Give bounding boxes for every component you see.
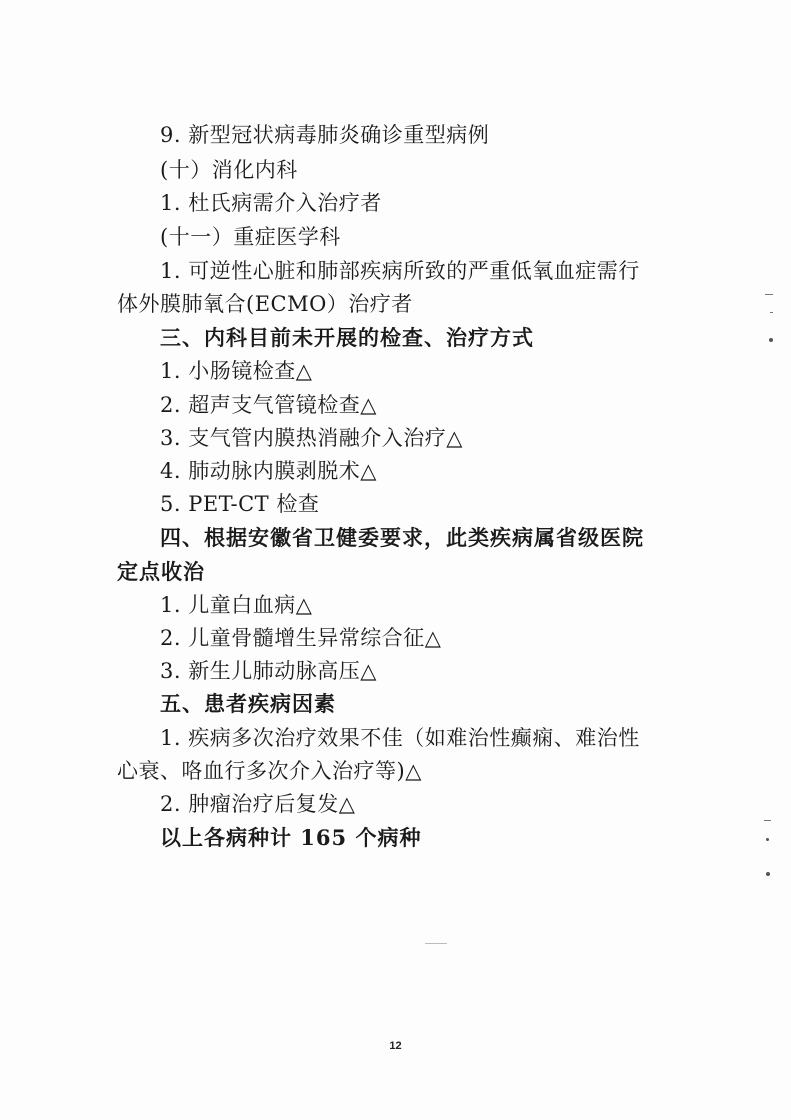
list-item-bronchial-ablation: 3. 支气管内膜热消融介入治疗△	[160, 426, 463, 450]
section-heading-critical-care: (十一）重症医学科	[160, 225, 341, 249]
section-heading-4-line1: 四、根据安徽省卫健委要求，此类疾病属省级医院	[160, 525, 644, 550]
list-item-ebus: 2. 超声支气管镜检查△	[160, 393, 377, 417]
page-number: 12	[389, 1040, 402, 1052]
list-item-ecmo-line2: 体外膜肺氧合(ECMO）治疗者	[117, 292, 413, 316]
section-heading-gastroenterology: (十）消化内科	[160, 158, 298, 182]
list-item-pet-ct: 5. PET-CT 检查	[160, 492, 320, 516]
list-item-9-severe-covid: 9. 新型冠状病毒肺炎确诊重型病例	[160, 123, 490, 147]
scan-artifact	[770, 312, 773, 313]
list-item-childhood-mds: 2. 儿童骨髓增生异常综合征△	[160, 626, 442, 650]
section-heading-5: 五、患者疾病因素	[160, 691, 336, 716]
summary-total-line: 以上各病种计 165 个病种	[160, 825, 422, 850]
list-item-enteroscopy: 1. 小肠镜检查△	[160, 359, 313, 383]
list-item-tumor-recurrence: 2. 肿瘤治疗后复发△	[160, 792, 356, 816]
scan-artifact	[425, 943, 447, 944]
section-heading-3: 三、内科目前未开展的检查、治疗方式	[160, 325, 534, 350]
scan-artifact	[765, 294, 773, 295]
list-item-pulmonary-endarterectomy: 4. 肺动脉内膜剥脱术△	[160, 459, 377, 483]
list-item-refractory-line2: 心衰、咯血行多次介入治疗等)△	[117, 759, 422, 783]
list-item-childhood-leukemia: 1. 儿童白血病△	[160, 593, 313, 617]
scan-artifact	[764, 820, 771, 821]
list-item-neonatal-pph: 3. 新生儿肺动脉高压△	[160, 659, 377, 683]
scan-artifact	[766, 872, 770, 876]
list-item-ecmo-line1: 1. 可逆性心脏和肺部疾病所致的严重低氧血症需行	[160, 259, 640, 283]
section-heading-4-line2: 定点收治	[117, 559, 205, 584]
list-item-dieulafoy: 1. 杜氏病需介入治疗者	[160, 191, 382, 215]
scan-artifact	[769, 338, 773, 342]
list-item-refractory-line1: 1. 疾病多次治疗效果不佳（如难治性癫痫、难治性	[160, 726, 640, 750]
scan-artifact	[766, 838, 769, 841]
